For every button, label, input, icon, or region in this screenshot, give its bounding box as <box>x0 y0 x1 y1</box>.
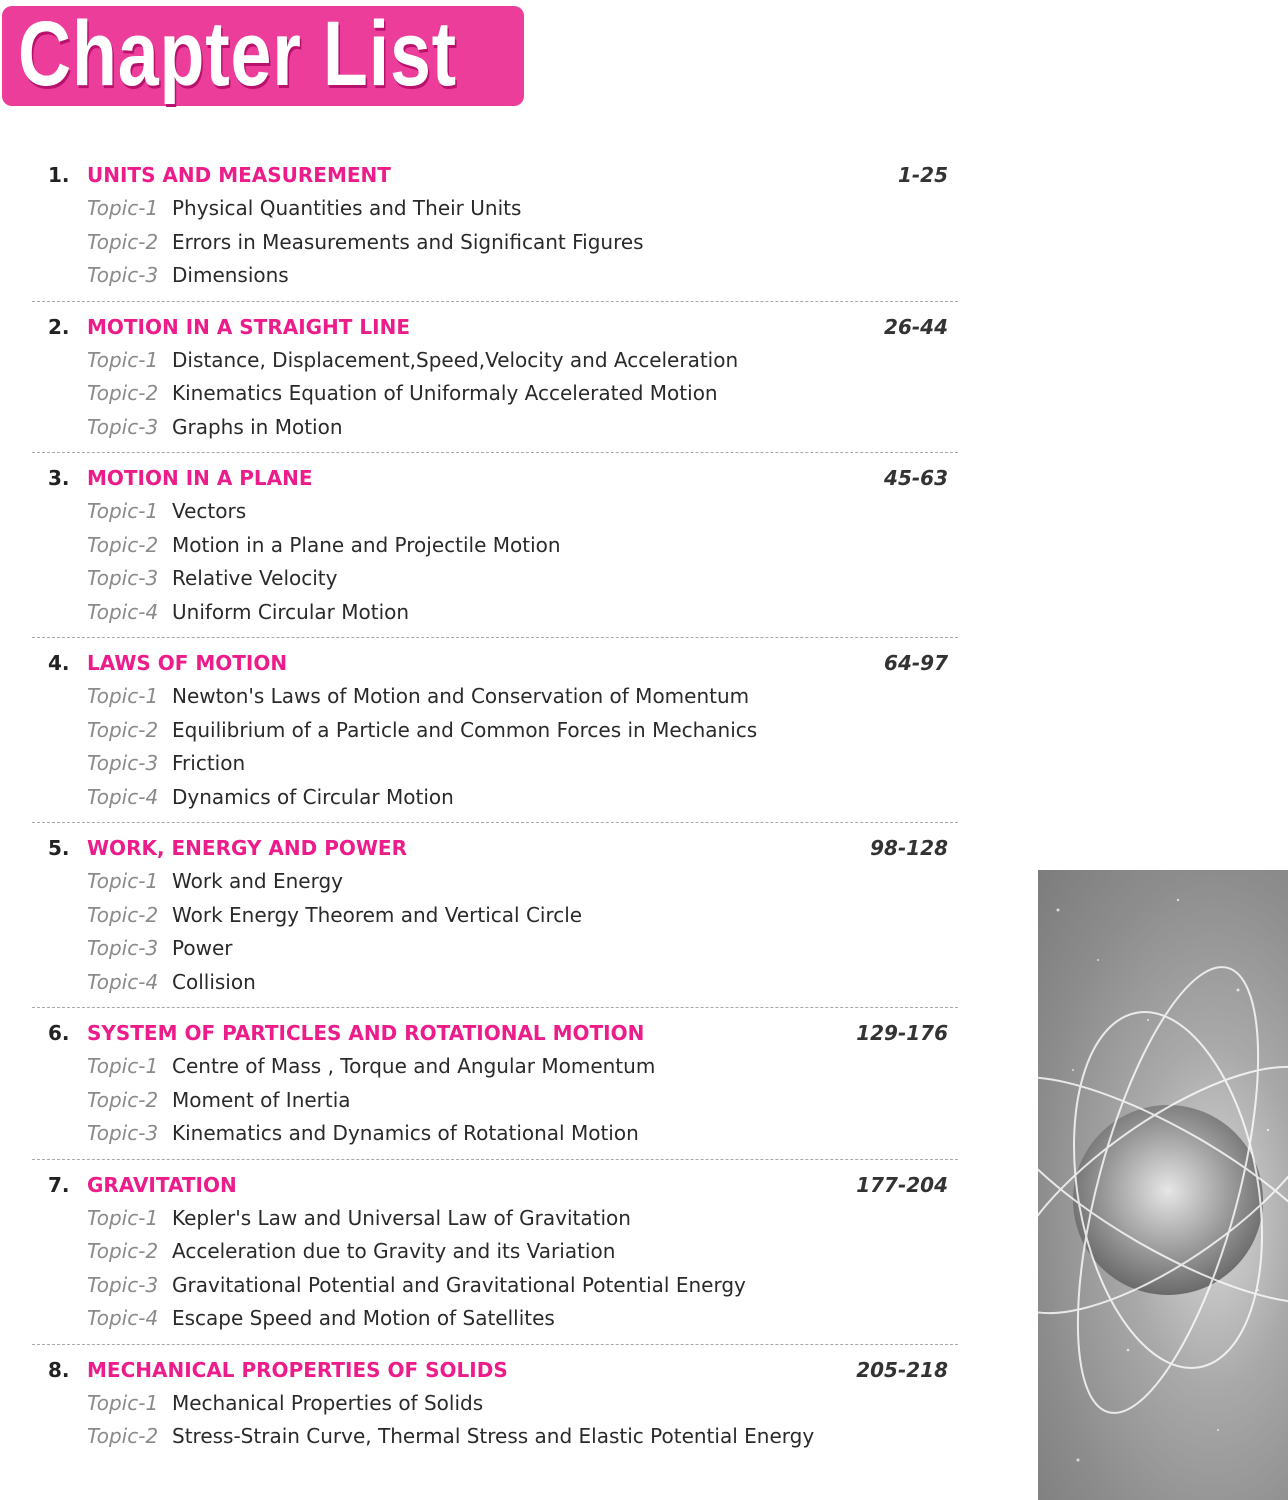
topic-name: Relative Velocity <box>172 566 338 590</box>
topic-row[interactable] <box>32 865 958 899</box>
topic-label: Topic-2 <box>87 1239 159 1263</box>
topic-name: Physical Quantities and Their Units <box>172 196 522 220</box>
chapter-heading[interactable] <box>32 158 958 192</box>
topic-row[interactable] <box>32 714 958 748</box>
topic-row[interactable] <box>32 411 958 445</box>
topic-name: Vectors <box>172 499 247 523</box>
chapter-2 <box>32 310 958 454</box>
topic-label: Topic-2 <box>87 381 159 405</box>
topic-row[interactable] <box>32 1050 958 1084</box>
chapter-pages: 129-176 <box>856 1021 948 1045</box>
topic-name: Uniform Circular Motion <box>172 599 410 624</box>
topic-name: Dimensions <box>172 263 289 287</box>
chapter-title[interactable]: MOTION IN A PLANE <box>87 466 313 490</box>
chapter-pages: 1-25 <box>897 163 948 187</box>
topic-row[interactable] <box>32 1235 958 1269</box>
topic-row[interactable] <box>32 1302 958 1336</box>
topic-label: Topic-1 <box>87 196 159 220</box>
chapter-title[interactable]: LAWS OF MOTION <box>87 651 288 675</box>
topic-row[interactable] <box>32 529 958 563</box>
chapter-6 <box>32 1016 958 1160</box>
chapter-title[interactable]: WORK, ENERGY AND POWER <box>87 836 407 860</box>
topic-label: Topic-1 <box>87 869 159 893</box>
topic-name: Acceleration due to Gravity and its Variation <box>172 1239 616 1263</box>
topic-label: Topic-4 <box>87 599 159 624</box>
topic-name: Power <box>172 936 233 960</box>
chapter-number: 6. <box>48 1021 70 1045</box>
topic-label: Topic-2 <box>87 1087 159 1112</box>
topic-label: Topic-3 <box>87 566 159 590</box>
topic-name: Newton's Laws of Motion and Conservation of Momentum <box>172 684 750 708</box>
topic-row[interactable] <box>32 966 958 1000</box>
atom-orbit-illustration <box>1038 870 1288 1500</box>
topic-label: Topic-1 <box>87 347 159 372</box>
chapter-heading[interactable] <box>32 831 958 865</box>
topic-row[interactable] <box>32 781 958 815</box>
atom-orbit-icon <box>1038 870 1288 1500</box>
topic-row[interactable] <box>32 344 958 378</box>
topic-name: Stress-Strain Curve, Thermal Stress and Elastic Potential Energy <box>172 1424 815 1448</box>
chapter-number: 2. <box>48 314 70 339</box>
topic-name: Moment of Inertia <box>172 1087 351 1112</box>
chapter-8 <box>32 1353 958 1462</box>
topic-label: Topic-3 <box>87 751 159 775</box>
topic-row[interactable] <box>32 259 958 293</box>
topic-name: Work and Energy <box>172 869 344 893</box>
topic-row[interactable] <box>32 377 958 411</box>
chapter-number: 7. <box>48 1172 70 1197</box>
chapter-title[interactable]: GRAVITATION <box>87 1172 237 1197</box>
topic-label: Topic-4 <box>87 969 159 994</box>
chapter-heading[interactable] <box>32 1016 958 1050</box>
chapter-number: 4. <box>48 651 70 675</box>
topic-row[interactable] <box>32 596 958 630</box>
chapter-pages: 205-218 <box>856 1357 948 1382</box>
chapter-pages: 26-44 <box>884 314 948 339</box>
page-title: Chapter List <box>18 3 457 105</box>
topic-name: Kinematics Equation of Uniformaly Accelerated Motion <box>172 381 718 405</box>
topic-label: Topic-1 <box>87 684 159 708</box>
topic-name: Graphs in Motion <box>172 414 343 439</box>
topic-name: Friction <box>172 751 246 775</box>
chapter-heading[interactable] <box>32 646 958 680</box>
topic-label: Topic-1 <box>87 1390 159 1415</box>
chapter-title[interactable]: MECHANICAL PROPERTIES OF SOLIDS <box>87 1357 508 1382</box>
topic-name: Collision <box>172 969 256 994</box>
topic-name: Dynamics of Circular Motion <box>172 784 454 809</box>
chapter-pages: 45-63 <box>884 466 948 490</box>
chapter-pages: 177-204 <box>856 1172 948 1197</box>
topic-row[interactable] <box>32 495 958 529</box>
chapter-3 <box>32 461 958 638</box>
topic-label: Topic-3 <box>87 936 159 960</box>
topic-row[interactable] <box>32 1202 958 1236</box>
topic-label: Topic-3 <box>87 1121 159 1145</box>
topic-label: Topic-2 <box>87 1424 159 1448</box>
topic-name: Work Energy Theorem and Vertical Circle <box>172 902 583 927</box>
topic-row[interactable] <box>32 932 958 966</box>
chapter-5 <box>32 831 958 1008</box>
topic-label: Topic-1 <box>87 1054 159 1078</box>
chapter-pages: 98-128 <box>870 836 948 860</box>
chapter-heading[interactable] <box>32 1353 958 1387</box>
topic-label: Topic-3 <box>87 414 159 439</box>
chapter-pages: 64-97 <box>884 651 948 675</box>
topic-row[interactable] <box>32 1420 958 1454</box>
topic-row[interactable] <box>32 1084 958 1118</box>
topic-label: Topic-3 <box>87 263 159 287</box>
topic-row[interactable] <box>32 680 958 714</box>
chapter-title[interactable]: SYSTEM OF PARTICLES AND ROTATIONAL MOTION <box>87 1021 645 1045</box>
topic-row[interactable] <box>32 562 958 596</box>
topic-name: Escape Speed and Motion of Satellites <box>172 1306 555 1330</box>
topic-label: Topic-4 <box>87 1306 159 1330</box>
topic-label: Topic-1 <box>87 1205 159 1230</box>
topic-label: Topic-2 <box>87 717 159 742</box>
topic-label: Topic-1 <box>87 499 159 523</box>
topic-name: Gravitational Potential and Gravitational Potential Energy <box>172 1272 746 1297</box>
topic-name: Kepler's Law and Universal Law of Gravitation <box>172 1205 631 1230</box>
chapter-heading[interactable] <box>32 1168 958 1202</box>
chapter-list <box>32 158 958 1470</box>
chapter-7 <box>32 1168 958 1345</box>
chapter-title[interactable]: MOTION IN A STRAIGHT LINE <box>87 314 410 339</box>
topic-name: Errors in Measurements and Significant Figures <box>172 229 644 254</box>
chapter-heading[interactable] <box>32 461 958 495</box>
page-title-banner <box>2 3 524 106</box>
topic-row[interactable] <box>32 747 958 781</box>
topic-row[interactable] <box>32 192 958 226</box>
chapter-title[interactable]: UNITS AND MEASUREMENT <box>87 163 391 187</box>
topic-label: Topic-2 <box>87 532 159 557</box>
chapter-number: 8. <box>48 1357 70 1382</box>
topic-name: Equilibrium of a Particle and Common Forces in Mechanics <box>172 717 758 742</box>
chapter-1 <box>32 158 958 302</box>
chapter-number: 5. <box>48 836 70 860</box>
topic-row[interactable] <box>32 1269 958 1303</box>
topic-label: Topic-2 <box>87 902 159 927</box>
topic-name: Distance, Displacement,Speed,Velocity and Acceleration <box>172 347 739 372</box>
topic-name: Centre of Mass , Torque and Angular Momentum <box>172 1054 656 1078</box>
topic-label: Topic-2 <box>87 229 159 254</box>
topic-row[interactable] <box>32 1117 958 1151</box>
topic-row[interactable] <box>32 226 958 260</box>
topic-name: Mechanical Properties of Solids <box>172 1390 484 1415</box>
chapter-number: 3. <box>48 466 70 490</box>
topic-name: Motion in a Plane and Projectile Motion <box>172 532 561 557</box>
chapter-4 <box>32 646 958 823</box>
topic-name: Kinematics and Dynamics of Rotational Motion <box>172 1121 639 1145</box>
topic-row[interactable] <box>32 899 958 933</box>
topic-label: Topic-4 <box>87 784 159 809</box>
topic-row[interactable] <box>32 1387 958 1421</box>
chapter-heading[interactable] <box>32 310 958 344</box>
chapter-number: 1. <box>48 163 70 187</box>
topic-label: Topic-3 <box>87 1272 159 1297</box>
